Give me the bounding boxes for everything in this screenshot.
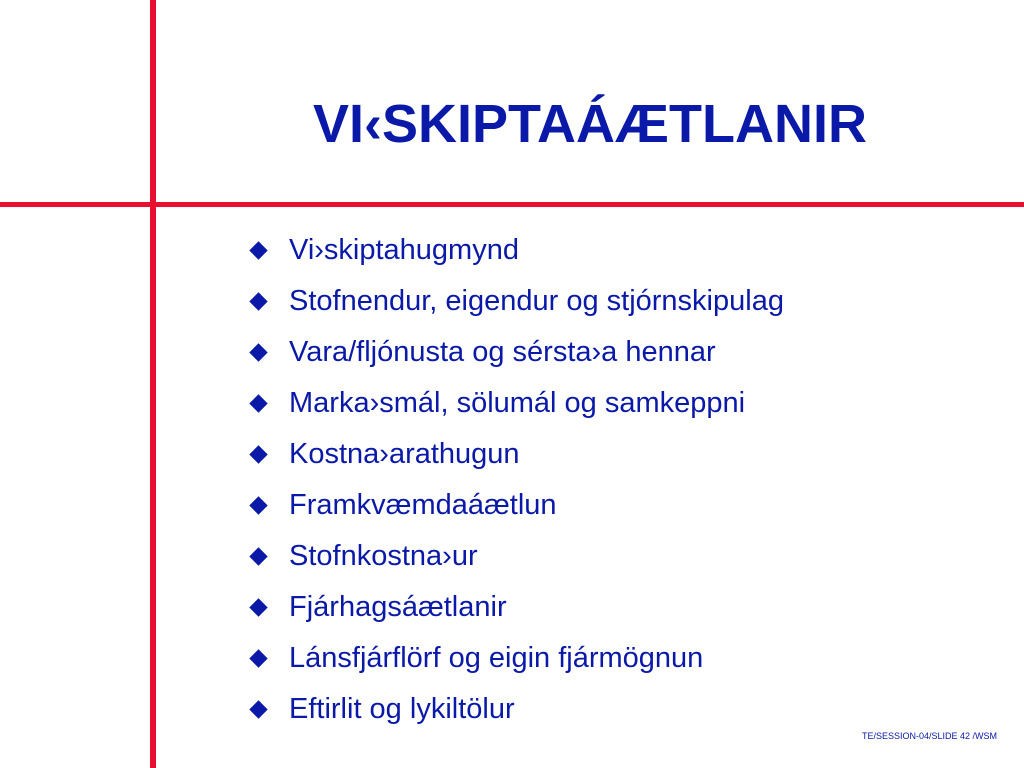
- diamond-bullet-icon: [249, 547, 267, 565]
- diamond-bullet-icon: [249, 292, 267, 310]
- list-item: [248, 531, 784, 582]
- diamond-bullet-icon: [249, 394, 267, 412]
- diamond-bullet-icon: [249, 496, 267, 514]
- diamond-bullet-icon: [249, 343, 267, 361]
- diamond-bullet-icon: [249, 241, 267, 259]
- list-item-text: Vara/fljónusta og sérsta›a hennar: [289, 336, 716, 368]
- diamond-bullet-icon: [249, 598, 267, 616]
- list-item: [248, 429, 784, 480]
- list-item-text: Stofnkostna›ur: [289, 540, 478, 572]
- list-item: [248, 327, 784, 378]
- list-item: [248, 276, 784, 327]
- diamond-bullet-icon: [249, 649, 267, 667]
- list-item: [248, 582, 784, 633]
- list-item-text: Framkvæmdaáætlun: [289, 489, 557, 521]
- slide-title: VI‹SKIPTAÁÆTLANIR: [313, 94, 867, 154]
- list-item-text: Kostna›arathugun: [289, 438, 520, 470]
- list-item-text: Vi›skiptahugmynd: [289, 234, 519, 266]
- bullet-list: [248, 225, 784, 735]
- list-item: [248, 378, 784, 429]
- list-item: [248, 480, 784, 531]
- horizontal-red-rule: [0, 202, 1024, 207]
- list-item: [248, 684, 784, 735]
- list-item-text: Eftirlit og lykiltölur: [289, 693, 515, 725]
- list-item-text: Marka›smál, sölumál og samkeppni: [289, 387, 746, 419]
- list-item-text: Stofnendur, eigendur og stjórnskipulag: [289, 285, 784, 317]
- list-item-text: Fjárhagsáætlanir: [289, 591, 507, 623]
- diamond-bullet-icon: [249, 700, 267, 718]
- list-item: [248, 633, 784, 684]
- diamond-bullet-icon: [249, 445, 267, 463]
- list-item-text: Lánsfjárflörf og eigin fjármögnun: [289, 642, 704, 674]
- list-item: [248, 225, 784, 276]
- slide-footer-reference: TE/SESSION-04/SLIDE 42 /WSM: [861, 731, 997, 741]
